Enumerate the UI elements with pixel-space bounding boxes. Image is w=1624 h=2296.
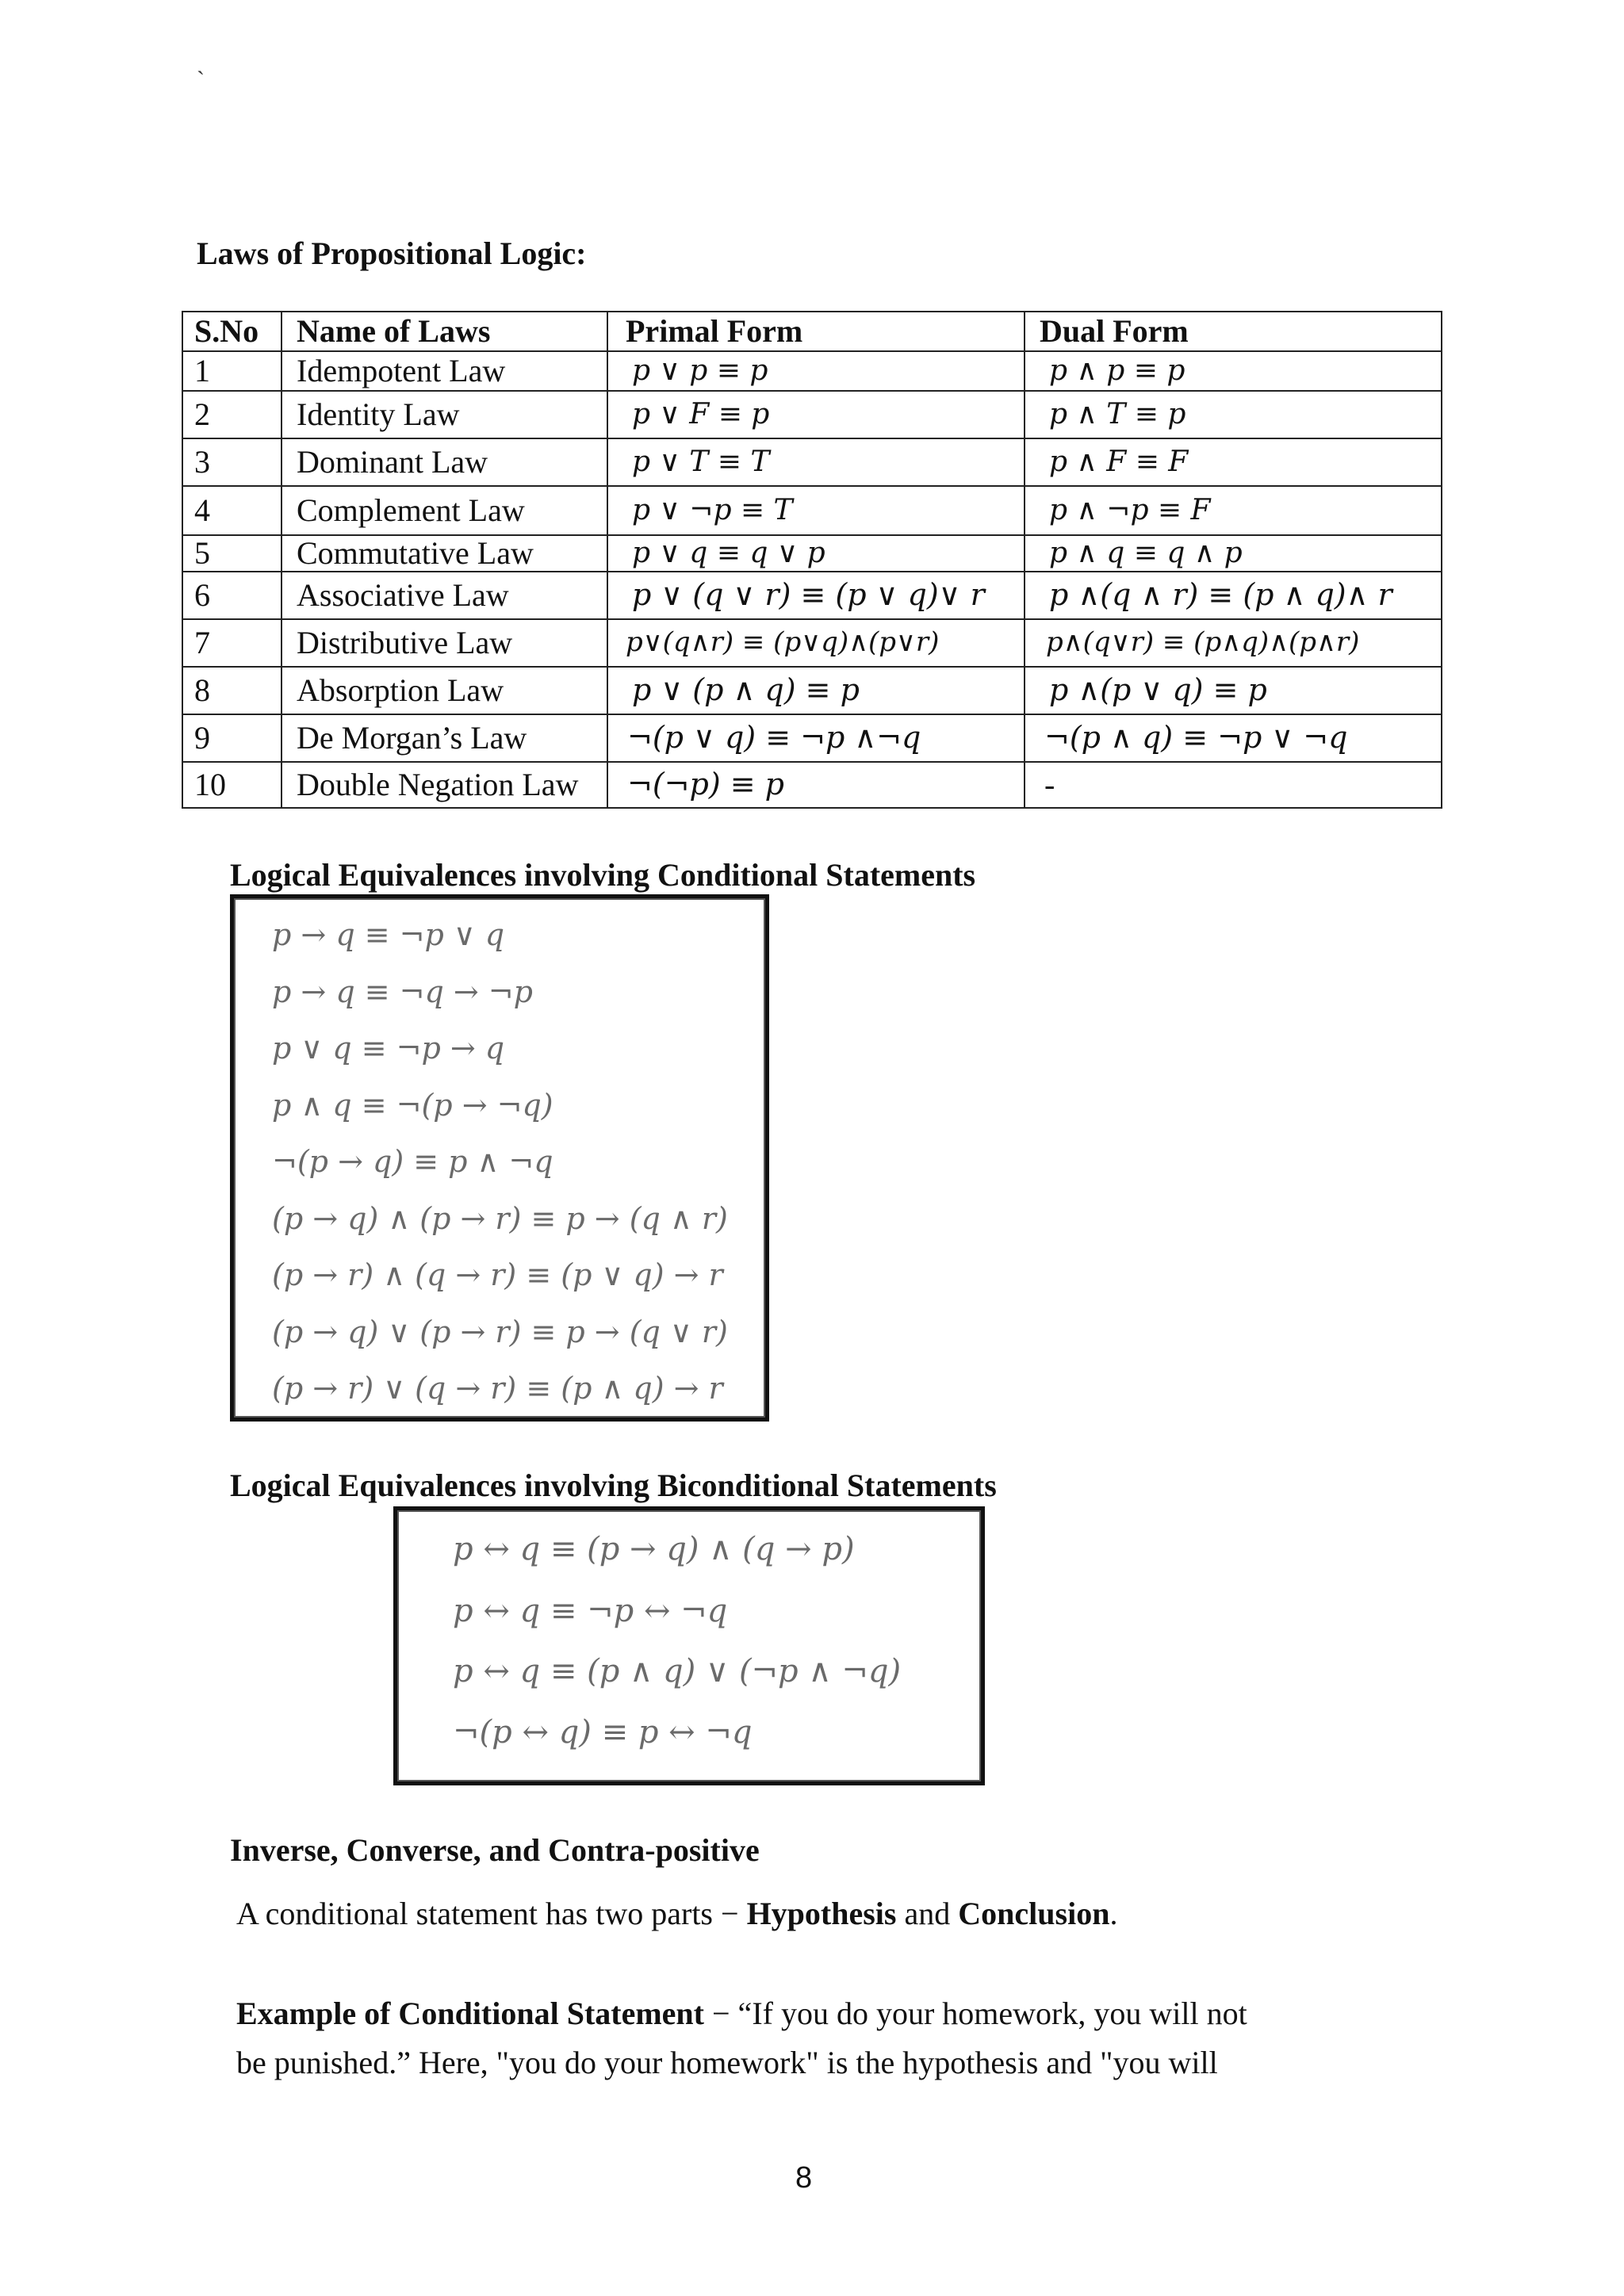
row-law-name: Associative Law [282, 572, 607, 619]
table-row [182, 535, 1442, 572]
row-primal: p ∨ ¬p ≡ T [607, 486, 1025, 535]
row-dual: p∧(q∨r) ≡ (p∧q)∧(p∧r) [1025, 619, 1442, 667]
row-primal: p ∨ F ≡ p [607, 391, 1025, 438]
header-name: Name of Laws [282, 312, 607, 351]
row-primal: ¬(p ∨ q) ≡ ¬p ∧¬q [607, 714, 1025, 762]
text-span: − “If you do your homework, you will not [704, 1996, 1247, 2031]
equivalence-line: p → q ≡ ¬p ∨ q [272, 917, 505, 952]
equivalence-line: (p → q) ∨ (p → r) ≡ p → (q ∨ r) [272, 1314, 728, 1349]
row-primal: p ∨ q ≡ q ∨ p [607, 535, 1025, 572]
row-sno: 2 [182, 391, 282, 438]
text-span: . [1109, 1896, 1118, 1931]
row-dual: p ∧(p ∨ q) ≡ p [1025, 667, 1442, 714]
row-sno: 4 [182, 486, 282, 535]
row-sno: 10 [182, 762, 282, 808]
equivalence-line: p ↔ q ≡ (p → q) ∧ (q → p) [453, 1531, 855, 1567]
equivalence-line: (p → q) ∧ (p → r) ≡ p → (q ∧ r) [272, 1201, 728, 1236]
row-sno: 9 [182, 714, 282, 762]
row-law-name: Identity Law [282, 391, 607, 438]
row-law-name: Absorption Law [282, 667, 607, 714]
row-dual: p ∧ F ≡ F [1025, 438, 1442, 486]
conditional-parts-paragraph [236, 1890, 1117, 1938]
example-label: Example of Conditional Statement [236, 1996, 704, 2031]
table-row [182, 572, 1442, 619]
equivalence-line: ¬(p ↔ q) ≡ p ↔ ¬q [453, 1714, 753, 1751]
table-row [182, 667, 1442, 714]
equivalence-line: (p → r) ∧ (q → r) ≡ (p ∨ q) → r [272, 1257, 723, 1292]
example-paragraph-line-2: be punished.” Here, "you do your homework" is the hypothesis and "you will [236, 2045, 1218, 2080]
row-primal: p ∨ T ≡ T [607, 438, 1025, 486]
equivalence-line: p → q ≡ ¬q → ¬p [272, 974, 533, 1009]
row-sno: 1 [182, 351, 282, 391]
row-dual: p ∧ p ≡ p [1025, 351, 1442, 391]
laws-table [182, 311, 1442, 809]
header-primal: Primal Form [607, 312, 1025, 351]
laws-title: Laws of Propositional Logic: [197, 235, 587, 271]
table-row [182, 714, 1442, 762]
row-law-name: Double Negation Law [282, 762, 607, 808]
row-dual: - [1025, 762, 1442, 808]
table-row [182, 391, 1442, 438]
stray-mark: ` [197, 67, 205, 93]
row-sno: 6 [182, 572, 282, 619]
page-number: 8 [795, 2161, 813, 2195]
header-sno: S.No [182, 312, 282, 351]
table-row [182, 762, 1442, 808]
row-law-name: Complement Law [282, 486, 607, 535]
biconditional-equivalences-figure [393, 1506, 985, 1785]
row-law-name: Distributive Law [282, 619, 607, 667]
equivalence-line: p ∧ q ≡ ¬(p → ¬q) [272, 1088, 553, 1123]
row-law-name: Idempotent Law [282, 351, 607, 391]
table-row [182, 486, 1442, 535]
equivalence-line: p ∨ q ≡ ¬p → q [272, 1031, 505, 1066]
laws-table-header-row [182, 312, 1442, 351]
table-row [182, 619, 1442, 667]
biconditional-title: Logical Equivalences involving Biconditional Statements [230, 1468, 997, 1503]
row-primal: p ∨ (q ∨ r) ≡ (p ∨ q)∨ r [607, 572, 1025, 619]
row-dual: p ∧ ¬p ≡ F [1025, 486, 1442, 535]
row-primal: p∨(q∧r) ≡ (p∨q)∧(p∨r) [607, 619, 1025, 667]
row-sno: 8 [182, 667, 282, 714]
row-sno: 7 [182, 619, 282, 667]
table-row [182, 351, 1442, 391]
header-dual: Dual Form [1025, 312, 1442, 351]
conclusion-term: Conclusion [958, 1896, 1110, 1931]
row-dual: p ∧(q ∧ r) ≡ (p ∧ q)∧ r [1025, 572, 1442, 619]
row-primal: p ∨ (p ∧ q) ≡ p [607, 667, 1025, 714]
row-sno: 3 [182, 438, 282, 486]
conditional-title: Logical Equivalences involving Conditional Statements [230, 857, 976, 893]
row-law-name: Commutative Law [282, 535, 607, 572]
equivalence-line: ¬(p → q) ≡ p ∧ ¬q [272, 1144, 553, 1179]
row-sno: 5 [182, 535, 282, 572]
table-row [182, 438, 1442, 486]
text-span: A conditional statement has two parts − [236, 1896, 747, 1931]
hypothesis-term: Hypothesis [746, 1896, 897, 1931]
conditional-equivalences-figure [230, 894, 769, 1422]
row-dual: p ∧ q ≡ q ∧ p [1025, 535, 1442, 572]
text-span: and [896, 1896, 959, 1931]
equivalence-line: p ↔ q ≡ ¬p ↔ ¬q [453, 1593, 728, 1629]
inverse-converse-contrapositive-title: Inverse, Converse, and Contra-positive [230, 1832, 760, 1868]
equivalence-line: (p → r) ∨ (q → r) ≡ (p ∧ q) → r [272, 1371, 723, 1406]
example-paragraph-line-1 [236, 1990, 1247, 2038]
row-law-name: Dominant Law [282, 438, 607, 486]
row-dual: p ∧ T ≡ p [1025, 391, 1442, 438]
equivalence-line: p ↔ q ≡ (p ∧ q) ∨ (¬p ∧ ¬q) [453, 1653, 902, 1689]
row-primal: p ∨ p ≡ p [607, 351, 1025, 391]
row-law-name: De Morgan’s Law [282, 714, 607, 762]
row-dual: ¬(p ∧ q) ≡ ¬p ∨ ¬q [1025, 714, 1442, 762]
row-primal: ¬(¬p) ≡ p [607, 762, 1025, 808]
